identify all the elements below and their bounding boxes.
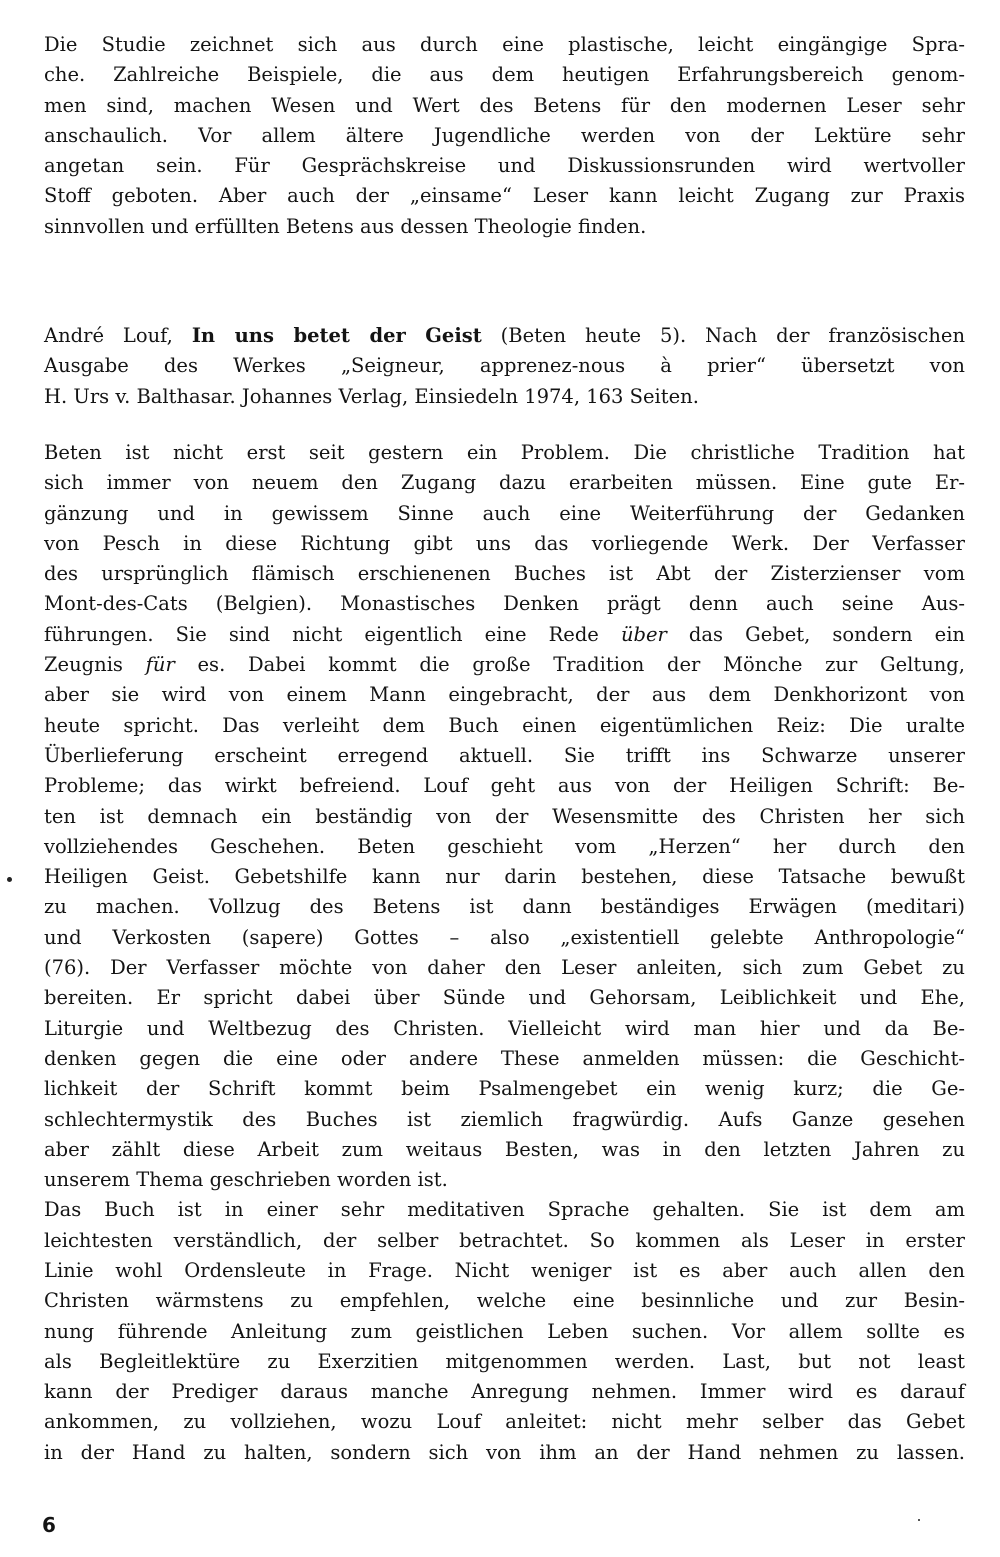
- citation-line: H. Urs v. Balthasar. Johannes Verlag, Einsiedeln 1974, 163 Seiten.: [44, 384, 699, 408]
- text-line: Überlieferung erscheint erregend aktuell. Sie trifft ins Schwarze unserer: [44, 743, 965, 767]
- citation-line: Ausgabe des Werkes „Seigneur, apprenez-nous à prier“ übersetzt von: [44, 354, 965, 378]
- text-line: denken gegen die eine oder andere These anmelden müssen: die Geschicht-: [44, 1046, 965, 1070]
- scan-speck: [918, 1519, 920, 1521]
- text-line: gänzung und in gewissem Sinne auch eine Weiterführung der Gedanken: [44, 501, 965, 525]
- text-segment: das Gebet, sondern ein: [666, 622, 965, 646]
- text-line: aber sie wird von einem Mann eingebracht, der aus dem Denkhorizont von: [44, 683, 965, 707]
- text-line: Probleme; das wirkt befreiend. Louf geht aus von der Heiligen Schrift: Be-: [44, 774, 965, 798]
- page-body: [44, 30, 965, 1468]
- text-line: zu machen. Vollzug des Betens ist dann beständiges Erwägen (meditari): [44, 895, 965, 919]
- book-citation: [44, 321, 965, 412]
- text-line: in der Hand zu halten, sondern sich von ihm an der Hand nehmen zu lassen.: [44, 1440, 965, 1464]
- text-line: und Verkosten (sapere) Gottes – also „existentiell gelebte Anthropologie“: [44, 925, 965, 949]
- text-line: sich immer von neuem den Zugang dazu erarbeiten müssen. Eine gute Er-: [44, 471, 965, 495]
- text-line: sinnvollen und erfüllten Betens aus dessen Theologie finden.: [44, 214, 647, 238]
- paragraph-recommendation: [44, 1195, 965, 1468]
- text-line: heute spricht. Das verleiht dem Buch einen eigentümlichen Reiz: Die uralte: [44, 713, 965, 737]
- text-line: lichkeit der Schrift kommt beim Psalmengebet ein wenig kurz; die Ge-: [44, 1077, 965, 1101]
- page-number: 6: [42, 1513, 56, 1537]
- text-line: ten ist demnach ein beständig von der Wesensmitte des Christen her sich: [44, 804, 965, 828]
- paragraph-intro: [44, 30, 965, 242]
- paragraph-review: [44, 438, 965, 1195]
- text-line: Mont-des-Cats (Belgien). Monastisches Denken prägt denn auch seine Aus-: [44, 592, 965, 616]
- text-line: vollziehendes Geschehen. Beten geschieht vom „Herzen“ her durch den: [44, 834, 965, 858]
- text-line: che. Zahlreiche Beispiele, die aus dem heutigen Erfahrungsbereich genom-: [44, 63, 965, 87]
- margin-mark: [7, 877, 12, 882]
- text-line: Heiligen Geist. Gebetshilfe kann nur darin bestehen, diese Tatsache bewußt: [44, 865, 965, 889]
- emphasis: über: [620, 622, 667, 646]
- text-line: bereiten. Er spricht dabei über Sünde und Gehorsam, Leiblichkeit und Ehe,: [44, 986, 965, 1010]
- text-line: [44, 620, 965, 650]
- text-line: ankommen, zu vollziehen, wozu Louf anleitet: nicht mehr selber das Gebet: [44, 1410, 965, 1434]
- text-line: unserem Thema geschrieben worden ist.: [44, 1168, 448, 1192]
- text-line: Christen wärmstens zu empfehlen, welche eine besinnliche und zur Besin-: [44, 1289, 965, 1313]
- text-line: als Begleitlektüre zu Exerzitien mitgenommen werden. Last, but not least: [44, 1349, 965, 1373]
- emphasis: für: [145, 653, 175, 677]
- text-segment: es. Dabei kommt die große Tradition der Mönche zur Geltung,: [174, 653, 965, 677]
- text-line: (76). Der Verfasser möchte von daher den Leser anleiten, sich zum Gebet zu: [44, 956, 965, 980]
- text-line: Beten ist nicht erst seit gestern ein Problem. Die christliche Tradition hat: [44, 440, 965, 464]
- text-line: angetan sein. Für Gesprächskreise und Diskussionsrunden wird wertvoller: [44, 154, 965, 178]
- text-line: kann der Prediger daraus manche Anregung nehmen. Immer wird es darauf: [44, 1380, 965, 1404]
- text-line: schlechtermystik des Buches ist ziemlich fragwürdig. Aufs Ganze gesehen: [44, 1107, 965, 1131]
- text-line: anschaulich. Vor allem ältere Jugendliche werden von der Lektüre sehr: [44, 123, 965, 147]
- text-line: des ursprünglich flämisch erschienenen Buches ist Abt der Zisterzienser vom: [44, 562, 965, 586]
- text-line: Das Buch ist in einer sehr meditativen Sprache gehalten. Sie ist dem am: [44, 1198, 965, 1222]
- citation-line: [44, 321, 965, 351]
- citation-details: (Beten heute 5). Nach der französischen: [500, 324, 966, 348]
- text-line: Liturgie und Weltbezug des Christen. Vielleicht wird man hier und da Be-: [44, 1016, 965, 1040]
- text-line: Stoff geboten. Aber auch der „einsame“ Leser kann leicht Zugang zur Praxis: [44, 184, 965, 208]
- text-line: Die Studie zeichnet sich aus durch eine plastische, leicht eingängige Spra-: [44, 33, 965, 56]
- text-segment: Sie sind nicht eigentlich eine Rede: [175, 622, 621, 646]
- text-line: aber zählt diese Arbeit zum weitaus Besten, was in den letzten Jahren zu: [44, 1137, 965, 1161]
- text-line: Linie wohl Ordensleute in Frage. Nicht weniger ist es aber auch allen den: [44, 1258, 965, 1282]
- text-segment: Zeugnis: [44, 653, 146, 677]
- text-line: leichtesten verständlich, der selber betrachtet. So kommen als Leser in erster: [44, 1228, 965, 1252]
- text-line: von Pesch in diese Richtung gibt uns das vorliegende Werk. Der Verfasser: [44, 531, 965, 555]
- citation-author: André Louf,: [44, 324, 173, 348]
- text-line: men sind, machen Wesen und Wert des Betens für den modernen Leser sehr: [44, 93, 965, 117]
- text-segment: führungen.: [44, 622, 154, 646]
- text-line: nung führende Anleitung zum geistlichen Leben suchen. Vor allem sollte es: [44, 1319, 965, 1343]
- citation-title: In uns betet der Geist: [191, 324, 482, 348]
- text-line: [44, 650, 965, 680]
